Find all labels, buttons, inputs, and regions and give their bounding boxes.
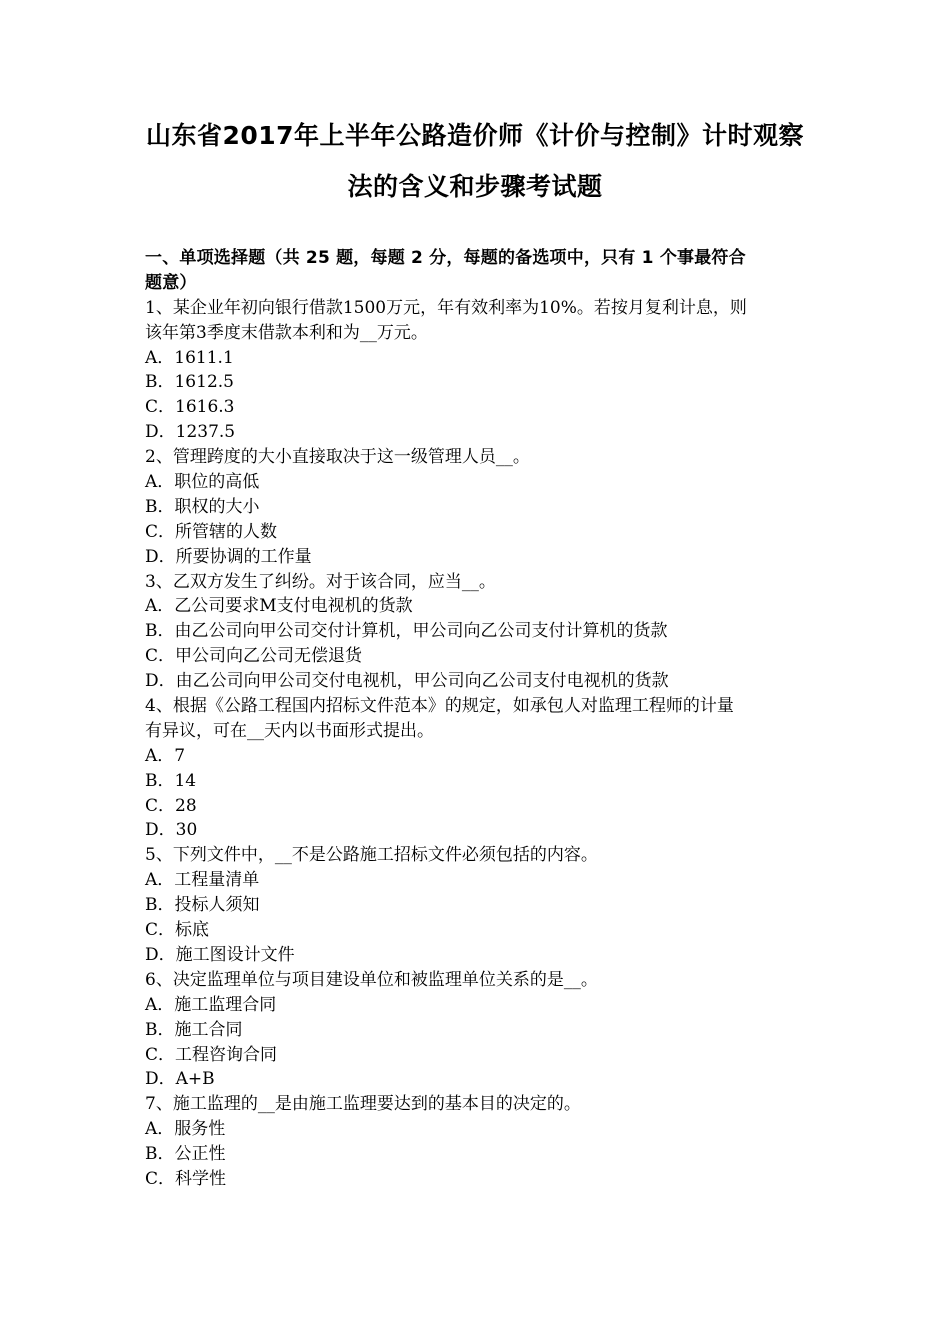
answer-option: D．由乙公司向甲公司交付电视机，甲公司向乙公司支付电视机的货款 <box>145 671 669 692</box>
answer-option: C．1616.3 <box>145 397 235 418</box>
answer-option: D．A+B <box>145 1069 215 1090</box>
answer-option: C．所管辖的人数 <box>145 521 278 542</box>
section-heading-line-2: 题意） <box>145 272 197 293</box>
answer-option: C．科学性 <box>145 1168 227 1189</box>
answer-option: A．7 <box>145 745 186 766</box>
question-stem: 7、施工监理的__是由施工监理要达到的基本目的决定的。 <box>145 1094 581 1115</box>
answer-option: B．施工合同 <box>145 1019 243 1040</box>
answer-option: A．职位的高低 <box>145 472 260 493</box>
section-heading-line-1: 一、单项选择题（共 25 题，每题 2 分，每题的备选项中，只有 1 个事最符合 <box>145 248 746 268</box>
answer-option: A．服务性 <box>145 1119 226 1140</box>
question-stem: 3、乙双方发生了纠纷。对于该合同，应当__。 <box>145 571 496 592</box>
answer-option: A．施工监理合同 <box>145 994 277 1015</box>
answer-option: B．14 <box>145 770 197 791</box>
answer-option: D．所要协调的工作量 <box>145 546 312 567</box>
question-stem: 该年第3季度末借款本利和为__万元。 <box>145 322 428 343</box>
question-stem: 1、某企业年初向银行借款1500万元，年有效利率为10%。若按月复利计息，则 <box>145 297 747 318</box>
answer-option: C．工程咨询合同 <box>145 1044 278 1065</box>
answer-option: D．30 <box>145 820 198 841</box>
answer-option: A．乙公司要求M支付电视机的货款 <box>145 596 413 617</box>
answer-option: B．投标人须知 <box>145 895 260 916</box>
question-stem: 2、管理跨度的大小直接取决于这一级管理人员__。 <box>145 447 530 468</box>
answer-option: C．甲公司向乙公司无偿退货 <box>145 646 363 667</box>
question-stem: 有异议，可在__天内以书面形式提出。 <box>145 720 434 741</box>
question-stem: 4、根据《公路工程国内招标文件范本》的规定，如承包人对监理工程师的计量 <box>145 696 734 717</box>
question-item <box>145 445 810 569</box>
section-heading <box>145 246 810 296</box>
question-item <box>145 296 810 445</box>
page-title-line-2: 法的含义和步骤考试题 <box>347 172 603 201</box>
question-stem: 5、下列文件中，__不是公路施工招标文件必须包括的内容。 <box>145 845 598 866</box>
question-list <box>145 296 810 1192</box>
answer-option: B．1612.5 <box>145 372 234 393</box>
question-item <box>145 694 810 843</box>
question-item <box>145 570 810 694</box>
answer-option: A．工程量清单 <box>145 870 260 891</box>
question-item <box>145 843 810 967</box>
answer-option: D．1237.5 <box>145 422 236 443</box>
question-content <box>145 246 810 1192</box>
answer-option: A．1611.1 <box>145 347 234 368</box>
answer-option: B．公正性 <box>145 1144 226 1165</box>
answer-option: C．标底 <box>145 920 210 941</box>
question-item <box>145 1092 810 1192</box>
question-item <box>145 968 810 1092</box>
answer-option: B．由乙公司向甲公司交付计算机，甲公司向乙公司支付计算机的货款 <box>145 621 668 642</box>
answer-option: D．施工图设计文件 <box>145 944 295 965</box>
question-stem: 6、决定监理单位与项目建设单位和被监理单位关系的是__。 <box>145 969 598 990</box>
answer-option: B．职权的大小 <box>145 496 260 517</box>
page-title-line-1: 山东省2017年上半年公路造价师《计价与控制》计时观察 <box>145 121 805 150</box>
answer-option: C．28 <box>145 795 197 816</box>
